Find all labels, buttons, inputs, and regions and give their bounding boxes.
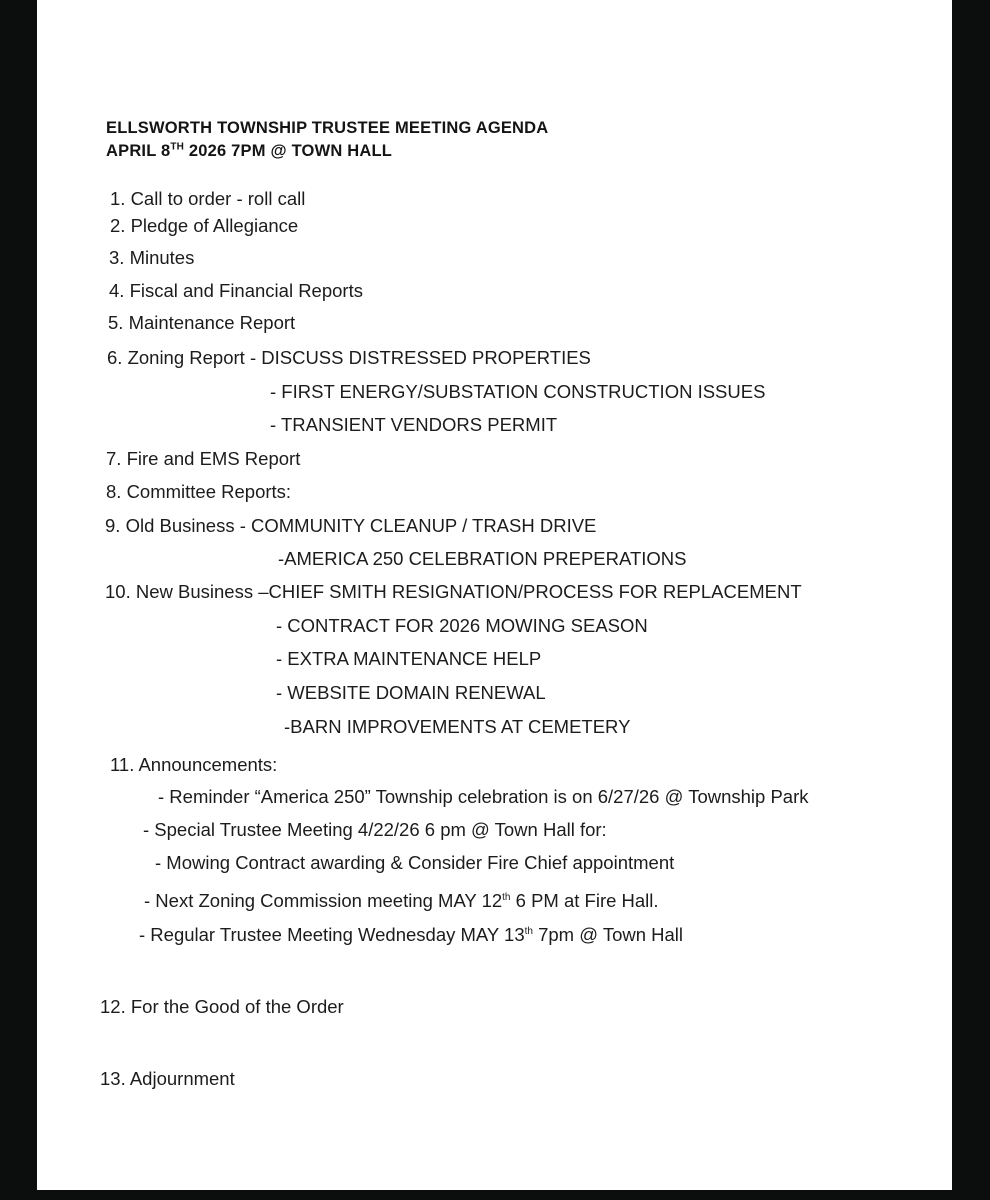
agenda-item-10: 10. New Business –CHIEF SMITH RESIGNATION/PROCESS FOR REPLACEMENT — [105, 581, 802, 602]
announcement-4 — [144, 890, 659, 912]
announcement-4-sup: th — [502, 891, 511, 903]
meeting-date — [106, 140, 392, 162]
agenda-item-10-sub-3: - WEBSITE DOMAIN RENEWAL — [276, 682, 546, 703]
meeting-date-sup: TH — [170, 141, 185, 153]
agenda-item-6-sub-1: - FIRST ENERGY/SUBSTATION CONSTRUCTION ISSUES — [270, 381, 766, 402]
announcement-1: - Reminder “America 250” Township celebration is on 6/27/26 @ Township Park — [158, 786, 809, 807]
announcement-5-rest: 7pm @ Town Hall — [532, 924, 684, 945]
announcement-5-text: - Regular Trustee Meeting Wednesday MAY 13 — [139, 924, 525, 945]
agenda-item-7: 7. Fire and EMS Report — [106, 448, 301, 469]
announcement-5-sup: th — [524, 925, 533, 937]
agenda-item-3: 3. Minutes — [109, 247, 195, 268]
agenda-item-10-sub-4: -BARN IMPROVEMENTS AT CEMETERY — [284, 716, 631, 737]
announcement-3: - Mowing Contract awarding & Consider Fire Chief appointment — [155, 852, 675, 873]
agenda-item-6-sub-2: - TRANSIENT VENDORS PERMIT — [270, 414, 558, 435]
agenda-item-6: 6. Zoning Report - DISCUSS DISTRESSED PROPERTIES — [107, 347, 591, 368]
announcement-2: - Special Trustee Meeting 4/22/26 6 pm @ Town Hall for: — [143, 819, 607, 840]
agenda-item-5: 5. Maintenance Report — [108, 312, 296, 333]
agenda-item-8: 8. Committee Reports: — [106, 481, 292, 502]
agenda-item-9: 9. Old Business - COMMUNITY CLEANUP / TRASH DRIVE — [105, 515, 597, 536]
agenda-title: ELLSWORTH TOWNSHIP TRUSTEE MEETING AGENDA — [106, 119, 549, 137]
announcement-4-text: - Next Zoning Commission meeting MAY 12 — [144, 890, 503, 911]
agenda-item-13: 13. Adjournment — [100, 1068, 235, 1089]
meeting-date-suffix: 2026 7PM @ TOWN HALL — [184, 142, 393, 160]
agenda-item-12: 12. For the Good of the Order — [100, 996, 344, 1017]
agenda-item-10-sub-1: - CONTRACT FOR 2026 MOWING SEASON — [276, 615, 648, 636]
announcement-5 — [139, 924, 683, 946]
agenda-item-9-sub-1: -AMERICA 250 CELEBRATION PREPERATIONS — [278, 548, 687, 569]
announcement-4-rest: 6 PM at Fire Hall. — [510, 890, 659, 911]
agenda-item-11: 11. Announcements: — [110, 754, 278, 775]
meeting-date-prefix: APRIL 8 — [106, 142, 171, 160]
agenda-item-1: 1. Call to order - roll call — [110, 188, 306, 209]
agenda-item-10-sub-2: - EXTRA MAINTENANCE HELP — [276, 648, 542, 669]
agenda-item-2: 2. Pledge of Allegiance — [110, 215, 299, 236]
agenda-item-4: 4. Fiscal and Financial Reports — [109, 280, 363, 301]
